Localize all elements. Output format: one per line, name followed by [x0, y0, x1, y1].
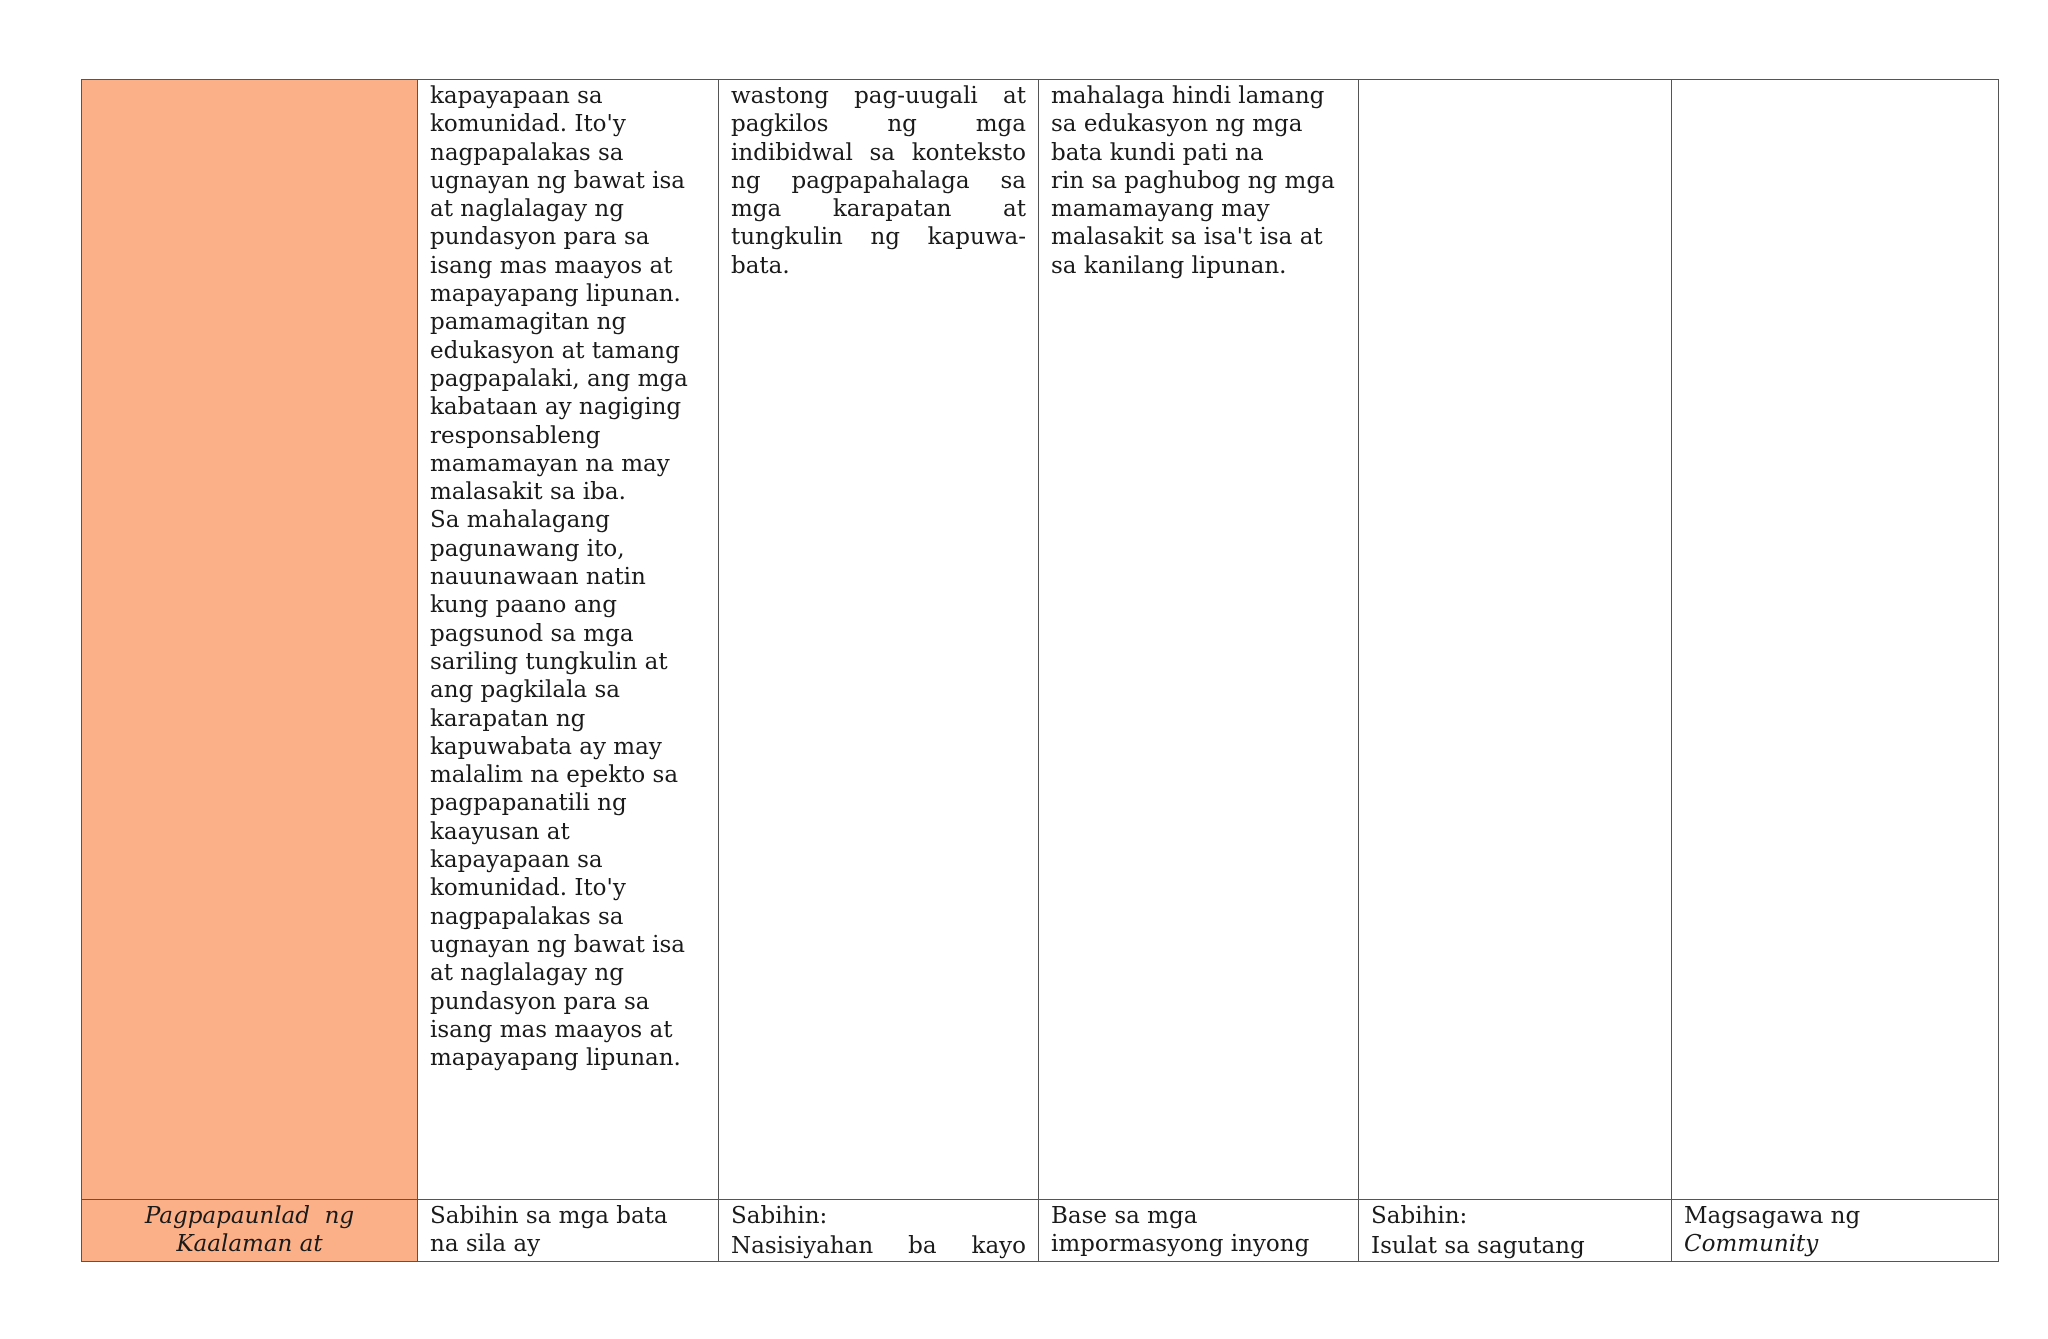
content-cell — [1039, 80, 1359, 1200]
cell-text — [1051, 82, 1346, 280]
table-row — [82, 1200, 1999, 1262]
cell-line: edukasyon at tamang — [430, 337, 680, 364]
cell-line: Sabihin sa mga bata — [430, 1203, 668, 1229]
content-cell — [418, 80, 719, 1200]
cell-line: at naglalagay ng — [430, 960, 624, 987]
cell-line: Sabihin: — [731, 1203, 828, 1229]
cell-line: bata kundi pati na — [1051, 139, 1264, 166]
content-cell — [1672, 1200, 1999, 1262]
cell-line: kung paano ang — [430, 592, 617, 619]
cell-line: isang mas maayos at — [430, 252, 673, 279]
cell-line: malasakit sa iba. — [430, 479, 626, 506]
cell-text — [430, 82, 706, 1072]
cell-line: nauunawaan natin — [430, 564, 646, 591]
cell-line: malalim na epekto sa — [430, 762, 679, 789]
section-label-cell — [82, 1200, 418, 1262]
cell-line: wastong pag-uugali at — [731, 83, 1026, 109]
cell-line: mamamayang may — [1051, 196, 1270, 223]
cell-line: impormasyong inyong — [1051, 1231, 1310, 1258]
cell-line: komunidad. Ito'y — [430, 875, 626, 902]
cell-line: ang pagkilala sa — [430, 677, 620, 704]
cell-line: ugnayan ng bawat isa — [430, 931, 685, 958]
cell-line: pagsunod sa mga — [430, 620, 634, 647]
cell-line: indibidwal sa konteksto — [731, 139, 1026, 166]
cell-line: sariling tungkulin at — [430, 648, 668, 675]
section-label-line: Pagpapaunlad ng — [144, 1203, 355, 1229]
cell-line: ugnayan ng bawat isa — [430, 167, 685, 194]
cell-line: Sabihin: — [1371, 1203, 1468, 1229]
cell-line: pundasyon para sa — [430, 224, 650, 251]
cell-line: at naglalagay ng — [430, 196, 624, 223]
cell-line: kabataan ay nagiging — [430, 394, 682, 421]
cell-line: nagpapalakas sa — [430, 903, 624, 930]
cell-line: kaayusan at — [430, 818, 570, 845]
cell-line: Magsagawa ng — [1684, 1203, 1861, 1229]
empty-cell — [1359, 80, 1672, 1200]
cell-line: sa kanilang lipunan. — [1051, 252, 1287, 279]
cell-line: Isulat sa sagutang — [1371, 1233, 1585, 1260]
cell-line: mamamayan na may — [430, 450, 670, 477]
cell-line: mapayapang lipunan. — [430, 281, 681, 308]
cell-text — [731, 82, 1026, 280]
cell-line: pundasyon para sa — [430, 988, 650, 1015]
section-label-line: Kaalaman at — [176, 1231, 323, 1258]
lesson-plan-table — [81, 79, 1999, 1262]
cell-line: na sila ay — [430, 1231, 541, 1258]
cell-line: tungkulin ng kapuwa- — [731, 224, 1026, 251]
content-cell — [418, 1200, 719, 1262]
cell-line: Sa mahalagang — [430, 507, 610, 534]
cell-line: rin sa paghubog ng mga — [1051, 167, 1335, 194]
content-cell — [719, 80, 1039, 1200]
cell-line: sa edukasyon ng mga — [1051, 111, 1303, 138]
section-label-cell — [82, 80, 418, 1200]
cell-line: mahalaga hindi lamang — [1051, 83, 1325, 109]
cell-line: Nasisiyahan ba kayo — [731, 1233, 1026, 1260]
cell-line: bata. — [731, 252, 790, 279]
cell-line: pagkilos ng mga — [731, 111, 1026, 138]
cell-line: pamamagitan ng — [430, 309, 627, 336]
cell-line: karapatan ng — [430, 705, 586, 732]
cell-line: ng pagpapahalaga sa — [731, 167, 1026, 194]
cell-line: pagpapalaki, ang mga — [430, 365, 688, 392]
content-cell — [1039, 1200, 1359, 1262]
cell-line: nagpapalakas sa — [430, 139, 624, 166]
cell-line: pagpapanatili ng — [430, 790, 627, 817]
cell-line: responsableng — [430, 422, 601, 449]
cell-line: mapayapang lipunan. — [430, 1045, 681, 1072]
cell-line: kapayapaan sa — [430, 83, 603, 109]
cell-line: komunidad. Ito'y — [430, 111, 626, 138]
empty-cell — [1672, 80, 1999, 1200]
content-cell — [719, 1200, 1039, 1262]
cell-line: pagunawang ito, — [430, 535, 625, 562]
cell-line: isang mas maayos at — [430, 1016, 673, 1043]
cell-line: kapuwabata ay may — [430, 733, 662, 760]
cell-line: Base sa mga — [1051, 1203, 1198, 1229]
cell-line: malasakit sa isa't isa at — [1051, 224, 1323, 251]
table-row — [82, 80, 1999, 1200]
cell-line: kapayapaan sa — [430, 847, 603, 874]
cell-line: mga karapatan at — [731, 196, 1026, 223]
cell-line: Community — [1684, 1231, 1819, 1258]
content-cell — [1359, 1200, 1672, 1262]
